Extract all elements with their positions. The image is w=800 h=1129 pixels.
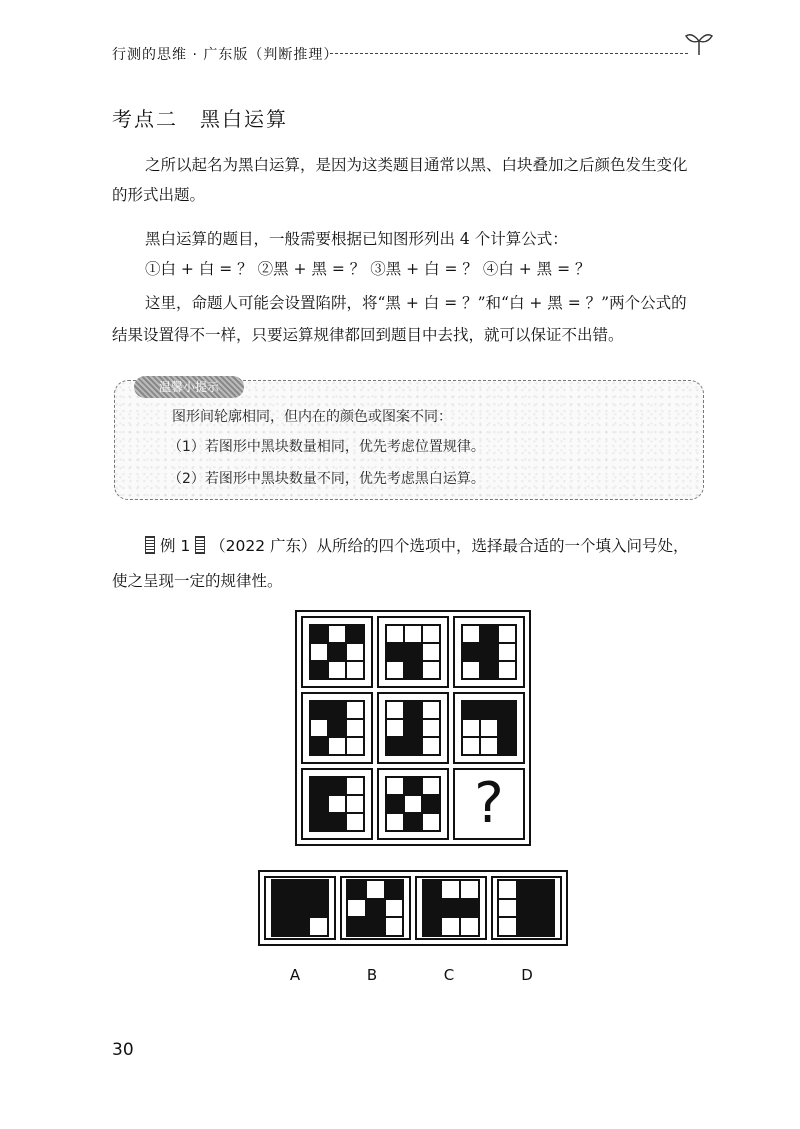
pattern-grid (309, 700, 365, 756)
pattern-grid (385, 624, 441, 680)
black-square (462, 643, 480, 661)
option-label-a: A (289, 966, 301, 984)
example-mark-right (195, 536, 205, 554)
black-square (460, 899, 479, 918)
black-square (310, 661, 328, 679)
black-square (272, 880, 291, 899)
puzzle-cell (453, 768, 525, 840)
puzzle-grid (295, 610, 531, 846)
black-square (423, 880, 442, 899)
black-square (309, 899, 328, 918)
header-rule (330, 53, 688, 54)
black-square (346, 625, 364, 643)
example-source: （2022 广东） (210, 537, 317, 555)
white-square (460, 880, 479, 899)
white-square (480, 737, 498, 755)
black-square (404, 777, 422, 795)
black-square (272, 899, 291, 918)
white-square (462, 661, 480, 679)
black-square (404, 737, 422, 755)
white-square (346, 813, 364, 831)
paragraph-line: 黑白运算的题目，一般需要根据已知图形列出 4 个计算公式： (145, 230, 568, 248)
black-square (480, 625, 498, 643)
white-square (498, 661, 516, 679)
pattern-grid (309, 624, 365, 680)
black-square (310, 625, 328, 643)
black-square (423, 899, 442, 918)
black-square (480, 701, 498, 719)
puzzle-cell (453, 616, 525, 688)
black-square (441, 899, 460, 918)
pattern-grid (461, 700, 517, 756)
black-square (386, 795, 404, 813)
white-square (328, 737, 346, 755)
white-square (386, 813, 404, 831)
tip-tag: 温馨小提示 (134, 376, 244, 398)
pattern-grid (385, 700, 441, 756)
white-square (309, 917, 328, 936)
white-square (498, 643, 516, 661)
black-square (310, 777, 328, 795)
white-square (462, 625, 480, 643)
sprout-icon (684, 28, 714, 56)
white-square (422, 643, 440, 661)
white-square (480, 719, 498, 737)
example-mark-left (145, 536, 155, 554)
section-title: 黑白运算 (200, 107, 288, 131)
white-square (346, 795, 364, 813)
page-number: 30 (112, 1040, 134, 1060)
black-square (290, 899, 309, 918)
puzzle-cell (453, 692, 525, 764)
black-square (536, 917, 555, 936)
white-square (328, 661, 346, 679)
white-square (498, 899, 517, 918)
white-square (386, 719, 404, 737)
black-square (385, 880, 404, 899)
white-square (404, 625, 422, 643)
white-square (498, 880, 517, 899)
pattern-grid (346, 879, 404, 937)
option-label-d: D (521, 966, 533, 984)
tip-line: 图形间轮廓相同，但内在的颜色或图案不同： (172, 409, 452, 425)
white-square (422, 737, 440, 755)
black-square (498, 701, 516, 719)
black-square (328, 813, 346, 831)
option-b[interactable] (340, 876, 412, 940)
black-square (366, 917, 385, 936)
black-square (404, 701, 422, 719)
black-square (517, 880, 536, 899)
option-d[interactable] (491, 876, 563, 940)
white-square (386, 661, 404, 679)
black-square (498, 719, 516, 737)
white-square (310, 719, 328, 737)
black-square (517, 899, 536, 918)
puzzle-cell (301, 768, 373, 840)
white-square (346, 719, 364, 737)
pattern-grid (497, 879, 555, 937)
formula-line: ①白 + 白 = ？ ②黑 + 黑 = ？ ③黑 + 白 = ？ ④白 + 黑 = ？ (145, 260, 591, 278)
pattern-grid (385, 776, 441, 832)
puzzle-cell (377, 768, 449, 840)
white-square (422, 813, 440, 831)
example-text: 从所给的四个选项中，选择最合适的一个填入问号处， (316, 537, 689, 555)
white-square (328, 625, 346, 643)
paragraph-line: 这里，命题人可能会设置陷阱，将“黑 + 白 = ？”和“白 + 黑 = ？”两个公式的 (145, 294, 687, 312)
white-square (310, 643, 328, 661)
black-square (386, 737, 404, 755)
paragraph-line: 的形式出题。 (112, 186, 206, 204)
white-square (328, 795, 346, 813)
black-square (328, 777, 346, 795)
black-square (404, 813, 422, 831)
white-square (346, 701, 364, 719)
black-square (328, 719, 346, 737)
black-square (536, 899, 555, 918)
black-square (422, 795, 440, 813)
black-square (386, 643, 404, 661)
black-square (423, 917, 442, 936)
black-square (310, 813, 328, 831)
options-row (258, 870, 568, 946)
black-square (347, 880, 366, 899)
section-number: 考点二 (112, 107, 178, 131)
white-square (462, 737, 480, 755)
option-label-b: B (366, 966, 378, 984)
black-square (366, 899, 385, 918)
white-square (441, 917, 460, 936)
white-square (385, 917, 404, 936)
tip-line: （1）若图形中黑块数量相同，优先考虑位置规律。 (168, 439, 485, 455)
puzzle-cell (301, 616, 373, 688)
black-square (462, 701, 480, 719)
running-header: 行测的思维 · 广东版（判断推理） (112, 47, 339, 63)
white-square (498, 917, 517, 936)
black-square (328, 643, 346, 661)
white-square (346, 661, 364, 679)
option-label-c: C (443, 966, 455, 984)
black-square (310, 701, 328, 719)
option-a[interactable] (264, 876, 336, 940)
black-square (404, 661, 422, 679)
pattern-grid (422, 879, 480, 937)
paragraph-line: 之所以起名为黑白运算，是因为这类题目通常以黑、白块叠加之后颜色发生变化 (145, 156, 688, 174)
example-text-2: 使之呈现一定的规律性。 (112, 572, 283, 590)
black-square (404, 719, 422, 737)
black-square (480, 643, 498, 661)
example-label: 例 1 (159, 537, 191, 555)
pattern-grid (461, 624, 517, 680)
question-mark: ? (474, 771, 504, 836)
white-square (386, 625, 404, 643)
option-c[interactable] (415, 876, 487, 940)
white-square (386, 777, 404, 795)
white-square (422, 719, 440, 737)
pattern-grid (271, 879, 329, 937)
paragraph-line: 结果设置得不一样，只要运算规律都回到题目中去找，就可以保证不出错。 (112, 326, 624, 344)
white-square (404, 795, 422, 813)
black-square (328, 701, 346, 719)
black-square (517, 917, 536, 936)
white-square (422, 661, 440, 679)
black-square (290, 917, 309, 936)
white-square (422, 625, 440, 643)
puzzle-cell (377, 616, 449, 688)
white-square (460, 917, 479, 936)
white-square (498, 625, 516, 643)
white-square (346, 643, 364, 661)
white-square (441, 880, 460, 899)
white-square (366, 880, 385, 899)
white-square (385, 899, 404, 918)
puzzle-cell (377, 692, 449, 764)
section-heading (112, 103, 288, 132)
white-square (422, 777, 440, 795)
black-square (272, 917, 291, 936)
black-square (536, 880, 555, 899)
example-prompt (145, 534, 689, 556)
black-square (480, 661, 498, 679)
white-square (462, 719, 480, 737)
white-square (422, 701, 440, 719)
tip-line: （2）若图形中黑块数量不同，优先考虑黑白运算。 (168, 471, 485, 487)
puzzle-cell (301, 692, 373, 764)
black-square (290, 880, 309, 899)
black-square (498, 737, 516, 755)
black-square (310, 737, 328, 755)
pattern-grid (309, 776, 365, 832)
white-square (386, 701, 404, 719)
black-square (347, 917, 366, 936)
white-square (347, 899, 366, 918)
black-square (310, 795, 328, 813)
white-square (346, 737, 364, 755)
black-square (309, 880, 328, 899)
black-square (404, 643, 422, 661)
white-square (346, 777, 364, 795)
